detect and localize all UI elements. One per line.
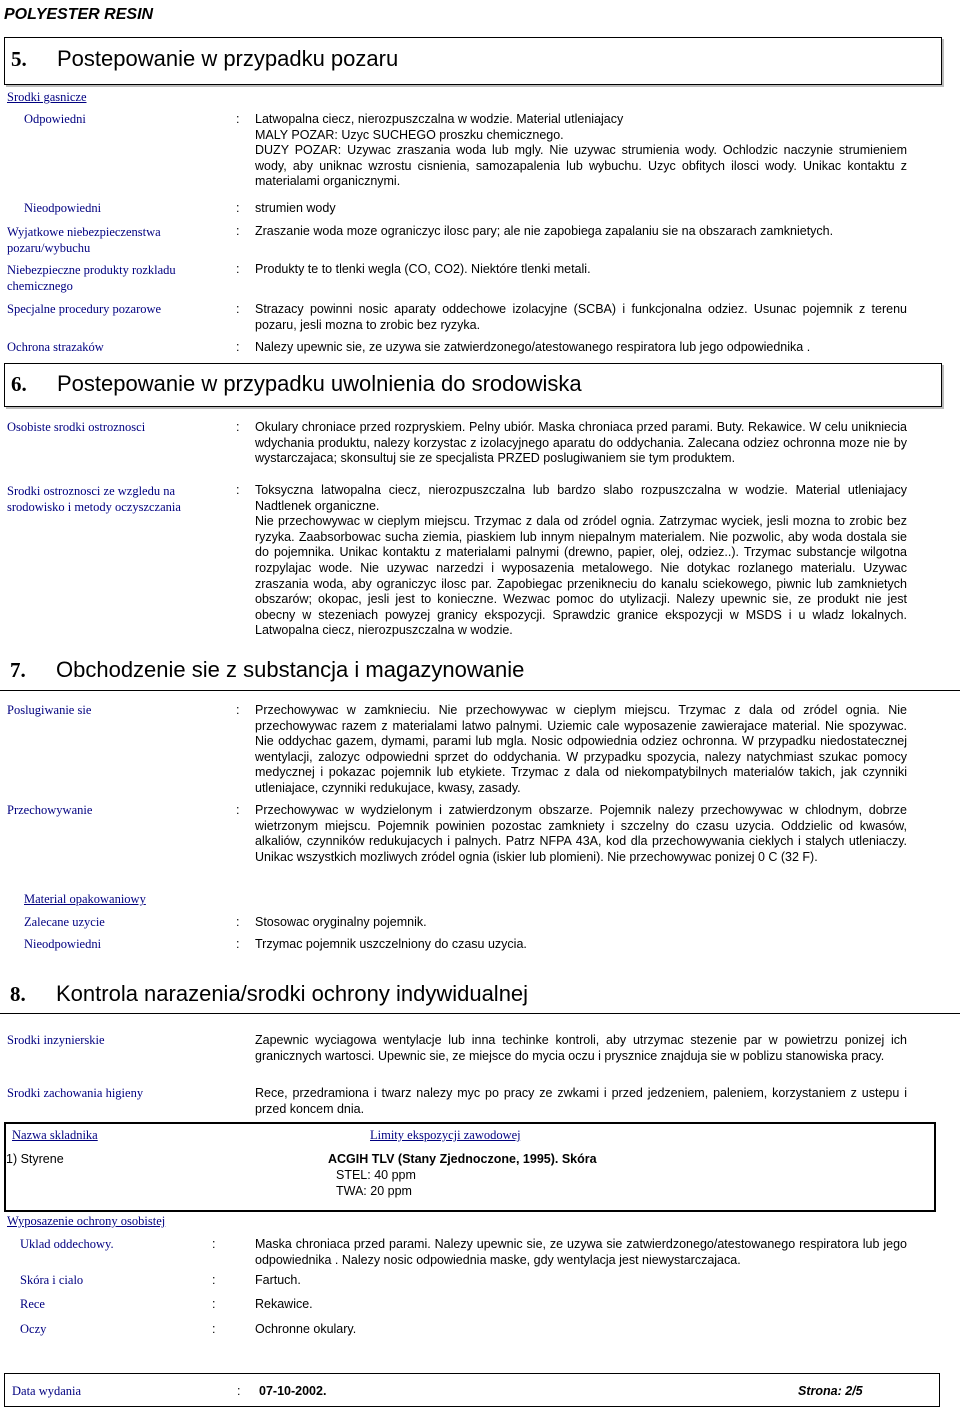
- section-6-header: [4, 363, 942, 407]
- field-value: Trzymac pojemnik uszczelniony do czasu uzycia.: [255, 937, 527, 951]
- field-label: Skóra i cialo: [20, 1273, 84, 1287]
- field-value: Przechowywac w zamknieciu. Nie przechowywac w cieplym miejscu. Trzymac z dala od zródel ognia. Nie przechowywac razem z materialami latwo palnymi. Uziemic cale wyposazenie zawierajace material. Nie spozywac. Nie oddychac gazem, dymami, parami lub mgla. Nosic odpowiednia odziez ochronna. W przypadku niedostatecznej wentylacji, zalozyc odpowiedni sprzet do oddychania. W przypadku spozycia, nalezy natychmiast szukac pomocy medycznej i pokazac pojemnik lub etykiete. Trzymac z dala od niekompatybilnych materialów takich, jak czynniki utleniajace, czynniki redukujace, kwasy, zasady.: [255, 703, 907, 795]
- field-value: Ochronne okulary.: [255, 1322, 357, 1336]
- column-header-component: Nazwa skladnika: [12, 1128, 98, 1142]
- limit-twa: TWA: 20 ppm: [336, 1184, 412, 1198]
- colon: :: [236, 483, 240, 497]
- field-label: Srodki ostroznosci ze wzgledu na srodowisko i metody oczyszczania: [7, 484, 181, 514]
- field-label: Wyjatkowe niebezpieczenstwa pozaru/wybuchu: [7, 225, 161, 255]
- field-value: strumien wody: [255, 201, 336, 215]
- field-value: Strazacy powinni nosic aparaty oddechowe izolacyjne (SCBA) i funkcjonalna odziez. Usunac pojemnik z terenu pozaru, jesli mozna to zrobic bez ryzyka.: [255, 302, 907, 332]
- section-number: 8.: [10, 982, 26, 1006]
- section-title: Postepowanie w przypadku pozaru: [57, 46, 399, 71]
- field-label: Nieodpowiedni: [24, 201, 102, 215]
- issue-date-label: Data wydania: [12, 1384, 82, 1398]
- field-value: Latwopalna ciecz, nierozpuszczalna w wodzie. Material utleniajacy MALY POZAR: Uzyc SUCHEGO proszku chemicznego. DUZY POZAR: Uzywac zraszania woda lub mgly. Nie uzywac strumienia wody. Ochlodzic naczynie strumieniem wody, aby uniknac wzrostu cisnienia, samozapalenia lub wybuchu. Uzyc obfitych ilosci wody. Unikac kontaktu z materialami organicznymi.: [255, 112, 907, 189]
- colon: :: [212, 1237, 216, 1251]
- colon: :: [212, 1297, 216, 1311]
- field-label: Przechowywanie: [7, 803, 93, 817]
- section-7-header: [10, 657, 524, 683]
- field-value: Zapewnic wyciagowa wentylacje lub inna techinke kontroli, aby utrzymac stezenie par w powietrzu ponizej ich granicznych wartosci. Upewnic sie, ze miejsce do mycia oczu i prysznice znajduja sie w poblizu stanowiska pracy.: [255, 1033, 907, 1063]
- field-value: Zraszanie woda moze ograniczyc ilosc pary; ale nie zapobiega zapalaniu sie na obszarach zamknietych.: [255, 224, 834, 238]
- product-title: POLYESTER RESIN: [4, 2, 204, 28]
- field-label: Osobiste srodki ostroznosci: [7, 420, 146, 434]
- field-value: Fartuch.: [255, 1273, 301, 1287]
- field-label: Ochrona strazaków: [7, 340, 104, 354]
- colon: :: [236, 420, 240, 434]
- page-number: Strona: 2/5: [798, 1384, 863, 1398]
- section-5-header: [4, 37, 942, 85]
- colon: :: [212, 1322, 216, 1336]
- divider: [0, 690, 960, 691]
- field-value: Stosowac oryginalny pojemnik.: [255, 915, 427, 929]
- colon: :: [236, 703, 240, 717]
- colon: :: [236, 340, 240, 354]
- colon: :: [236, 201, 240, 215]
- field-value: Toksyczna latwopalna ciecz, nierozpuszczalna lub bardzo slabo rozpuszczalna w wodzie. Material utleniajacy Nadtlenek organiczne. Nie przechowywac w cieplym miejscu. Trzymac z dala od zródel ognia. Zatrzymac wyciek, jesli mozna to zrobic bez ryzyka. Zaabsorbowac sucha ziemia, piaskiem lub innym niepalnym materialem. Nie pozwolic, aby woda dostala sie do pojemnika. Unikac kontaktu z materialami palnymi (drewno, papier, olej, odziez..). Trzymac substancje wilgotna rozpylajac wode. Nie uzywac narzedzi i wyposazenia metalowego. Nie dotykac rozlanego materialu. Uzywac zraszania woda, aby ograniczyc ilosc par. Zapobiegac przenikneciu do kanalu sciekowego, piwnic lub zamknietych obszarów; okopac, jesli jest to konieczne. Wezwac pomoc do utylizacji. Nalezy upewnic sie, ze produkt nie jest obecny w stezeniach powyzej granicy ekspozycji. Sprawdzic granice ekspozycji w MSDS i u wladz lokalnych. Latwopalna ciecz, nierozpuszczalna w wodzie.: [255, 483, 907, 638]
- field-label: Niebezpieczne produkty rozkladu chemicznego: [7, 263, 176, 293]
- section-number: 6.: [11, 372, 27, 396]
- component-name: 1) Styrene: [6, 1152, 64, 1166]
- field-label: Zalecane uzycie: [24, 915, 105, 929]
- field-label: Oczy: [20, 1322, 47, 1336]
- colon: :: [236, 112, 240, 126]
- section-number: 7.: [10, 658, 26, 682]
- colon: :: [236, 262, 240, 276]
- field-value: Przechowywac w wydzielonym i zatwierdzonym obszarze. Pojemnik nalezy przechowywac w chlodnym, dobrze wietrzonym miejscu. Pojemnik powinien pozostac zamkniety i szczelny do czasu uzycia. Oddzielic od kwasów, alkaliów, czynników redukujacych i palnych. Patrz NFPA 43A, kod dla przechowywania cieklych i stalych utleniaczy. Unikac wszystkich mozliwych zródel ognia (iskier lub plomieni). Nie przechowywac ponizej 0 C (32 F).: [255, 803, 907, 864]
- divider: [0, 1013, 960, 1014]
- section-title: Postepowanie w przypadku uwolnienia do srodowiska: [57, 371, 582, 396]
- field-label: Rece: [20, 1297, 45, 1311]
- field-label: Uklad oddechowy.: [20, 1237, 114, 1251]
- header-band: [0, 0, 960, 30]
- field-label: Srodki zachowania higieny: [7, 1086, 144, 1100]
- field-value: Produkty te to tlenki wegla (CO, CO2). Niektóre tlenki metali.: [255, 262, 591, 276]
- limit-stel: STEL: 40 ppm: [336, 1168, 416, 1182]
- subgroup-heading: Material opakowaniowy: [24, 892, 146, 906]
- group-heading: Srodki gasnicze: [7, 90, 87, 104]
- column-header-limits: Limity ekspozycji zawodowej: [370, 1128, 521, 1142]
- section-title: Obchodzenie sie z substancja i magazynowanie: [56, 657, 525, 682]
- colon: :: [237, 1384, 241, 1398]
- colon: :: [236, 937, 240, 951]
- footer-box: [4, 1373, 940, 1407]
- colon: :: [212, 1273, 216, 1287]
- issue-date-value: 07-10-2002.: [259, 1384, 327, 1398]
- field-label: Srodki inzynierskie: [7, 1033, 105, 1047]
- limit-title: ACGIH TLV (Stany Zjednoczone, 1995). Skóra: [328, 1152, 597, 1166]
- subgroup-heading: Wyposazenie ochrony osobistej: [7, 1214, 166, 1228]
- field-label: Specjalne procedury pozarowe: [7, 302, 162, 316]
- colon: :: [236, 302, 240, 316]
- field-label: Poslugiwanie sie: [7, 703, 92, 717]
- colon: :: [236, 803, 240, 817]
- colon: :: [236, 915, 240, 929]
- field-value: Okulary chroniace przed rozpryskiem. Pelny ubiór. Maska chroniaca przed parami. Buty. Rekawice. W celu unikniecia wdychania produktu, nalezy korzystac z izolacyjnego aparatu do oddychania. Zalecana odziez ochronna moze nie by wystarczajaca; skonsultuj sie ze specjalista PRZED poslugiwaniem sie tym produktem.: [255, 420, 907, 466]
- field-value: Rece, przedramiona i twarz nalezy myc po pracy ze zwkami i przed jedzeniem, paleniem, korzystaniem z ustepu i przed koncem dnia.: [255, 1086, 907, 1116]
- section-title: Kontrola narazenia/srodki ochrony indywidualnej: [56, 981, 529, 1006]
- exposure-limits-table: [4, 1122, 936, 1212]
- colon: :: [236, 224, 240, 238]
- field-label: Odpowiedni: [24, 112, 86, 126]
- field-value: Rekawice.: [255, 1297, 313, 1311]
- section-number: 5.: [11, 47, 27, 71]
- field-value: Maska chroniaca przed parami. Nalezy upewnic sie, ze uzywa sie zatwierdzonego/atestowanego respiratora lub jego odpowiednika . Nalezy nosic odpowiednia maske, gdy wentylacja jest niewystarczajaca.: [255, 1237, 907, 1267]
- field-value: Nalezy upewnic sie, ze uzywa sie zatwierdzonego/atestowanego respiratora lub jego odpowiednika .: [255, 340, 811, 354]
- field-label: Nieodpowiedni: [24, 937, 102, 951]
- section-8-header: [10, 981, 528, 1007]
